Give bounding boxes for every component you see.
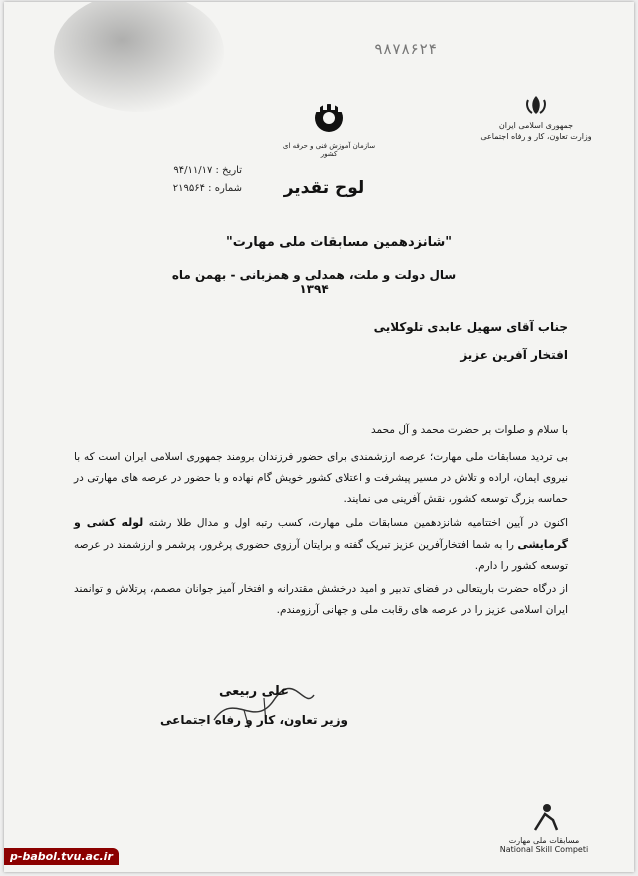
site-watermark: p-babol.tvu.ac.ir	[4, 848, 119, 865]
certificate-title: لوح تقدیر	[283, 178, 365, 198]
number-label: شماره :	[208, 183, 242, 194]
paragraph-2	[74, 512, 568, 577]
year-motto: سال دولت و ملت، همدلی و همزبانی - بهمن ماه ۱۳۹۴	[171, 268, 457, 296]
field-name: لوله کشی و گرمایشی	[74, 516, 568, 551]
ministry-line-2: وزارت تعاون، کار و رفاه اجتماعی	[480, 132, 592, 141]
signature-block	[154, 684, 354, 727]
number-value: ۲۱۹۵۶۴	[172, 183, 205, 194]
iran-emblem-icon	[523, 94, 549, 116]
date-value: ۹۴/۱۱/۱۷	[173, 165, 213, 176]
recipient-name: جناب آقای سهیل عابدی تلوکلایی	[373, 320, 568, 334]
paragraph-2-start: اکنون در آیین اختتامیه شانزدهمین مسابقات ملی مهارت، کسب رتبه اول و مدال طلا رشته	[148, 517, 569, 529]
nsc-logo	[494, 802, 594, 854]
scan-smudge	[54, 2, 224, 112]
letter-meta	[122, 162, 242, 198]
number-row	[122, 180, 242, 198]
ministry-line-1: جمهوری اسلامی ایران	[498, 121, 574, 130]
skill-competition-logo-icon	[527, 802, 561, 832]
paragraph-3: از درگاه حضرت باریتعالی در فضای تدبیر و امید درخشش مقتدرانه و افتخار آمیز جوانان مصمم، پرتلاش و توانمند ایران اسلامی عزیز را در عرصه های رقابت ملی و جهانی آرزومندم.	[74, 583, 568, 616]
paragraph-1: بی تردید مسابقات ملی مهارت؛ عرصه ارزشمندی برای حضور فرزندان برومند جمهوری اسلامی ایران است که با نیروی ایمان، اراده و تلاش در مسیر پیشرفت و اعتلای کشور خویش گام نهاده و با حضور در عرصه های مهارتی در حماسه بزرگ توسعه کشور، نقش آفرینی می نمایند.	[74, 451, 568, 505]
tvto-logo-icon	[306, 100, 352, 136]
signer-name: علی ربیعی	[218, 684, 290, 699]
nsc-fa: مسابقات ملی مهارت	[508, 836, 580, 845]
nsc-en: National Skill Competi	[499, 845, 589, 854]
org-logo	[274, 100, 384, 158]
certificate-page	[4, 2, 634, 872]
date-row	[122, 162, 242, 180]
signer-position: وزیر تعاون، کار و رفاه اجتماعی	[159, 713, 349, 727]
competition-name: "شانزدهمین مسابقات ملی مهارت"	[225, 235, 453, 250]
org-name: سازمان آموزش فنی و حرفه ای کشور	[282, 142, 376, 158]
handwritten-number: ۹۸۷۸۶۲۴	[374, 40, 438, 58]
ministry-logo	[466, 94, 606, 142]
greeting: با سلام و صلوات بر حضرت محمد و آل محمد	[371, 424, 568, 436]
letter-body	[74, 420, 568, 623]
date-label: تاریخ :	[215, 165, 242, 176]
paragraph-2-end: را به شما افتخارآفرین عزیز تبریک گفته و برایتان آرزوی حضوری پرغرور، پرشمر و ارزشمند در عرصه توسعه کشور را دارم.	[74, 539, 568, 572]
honorific: افتخار آفرین عزیز	[460, 348, 568, 362]
